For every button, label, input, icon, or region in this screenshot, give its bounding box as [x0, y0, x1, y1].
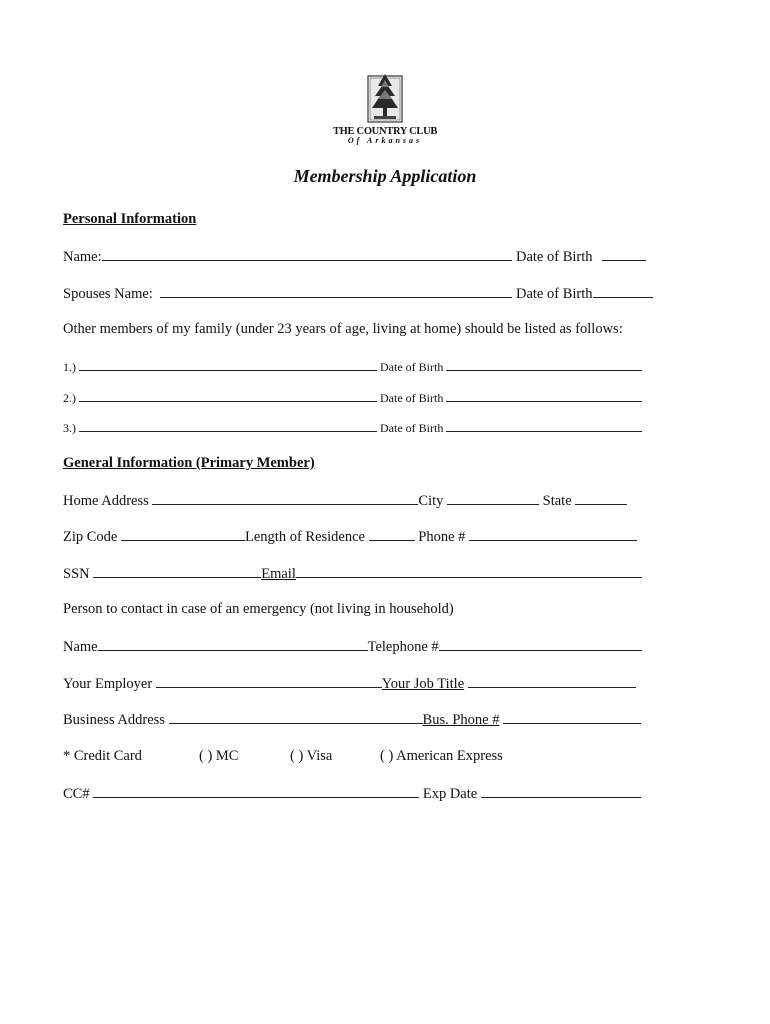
home-address-field[interactable] [152, 492, 418, 505]
personal-info-heading: Personal Information [63, 211, 197, 227]
business-address-row [63, 711, 641, 729]
zip-label: Zip Code [63, 529, 118, 545]
family-row-1-dob-field[interactable] [446, 360, 642, 371]
family-row-2-dob-field[interactable] [446, 391, 642, 402]
logo-name: THE COUNTRY CLUB [332, 126, 438, 137]
business-address-field[interactable] [169, 711, 423, 724]
spouse-row [63, 285, 512, 303]
contact-name-field[interactable] [98, 638, 368, 651]
family-row-2-dob-label: Date of Birth [380, 391, 444, 405]
family-row-3 [63, 421, 642, 436]
dob-label: Date of Birth [516, 249, 593, 265]
bus-phone-label: Bus. Phone # [422, 712, 500, 728]
card-option-mc[interactable]: ( ) MC [199, 748, 239, 764]
phone-field[interactable] [469, 528, 637, 541]
home-address-label: Home Address [63, 493, 149, 509]
telephone-field[interactable] [439, 638, 642, 651]
city-field[interactable] [447, 492, 539, 505]
business-address-label: Business Address [63, 712, 165, 728]
exp-date-field[interactable] [481, 785, 641, 798]
email-label: Email [261, 566, 296, 582]
emergency-instruction: Person to contact in case of an emergency (not living in household) [63, 601, 454, 617]
employer-label: Your Employer [63, 676, 153, 692]
residence-label: Length of Residence [245, 529, 365, 545]
employer-field[interactable] [156, 675, 382, 688]
state-field[interactable] [575, 492, 627, 505]
state-label: State [542, 493, 572, 509]
contact-name-label: Name [63, 639, 98, 655]
spouse-dob-field[interactable] [593, 285, 653, 298]
phone-label: Phone # [418, 529, 466, 545]
family-row-1-dob-label: Date of Birth [380, 360, 444, 374]
spouse-label: Spouses Name: [63, 286, 153, 302]
family-row-3-dob-label: Date of Birth [380, 421, 444, 435]
club-logo-text [318, 126, 452, 145]
card-option-visa[interactable]: ( ) Visa [290, 748, 333, 764]
family-instruction: Other members of my family (under 23 years of age, living at home) should be listed as follows: [63, 321, 623, 337]
family-row-2-name-field[interactable] [79, 391, 377, 402]
job-title-field[interactable] [468, 675, 636, 688]
family-row-1-label: 1.) [63, 360, 76, 374]
residence-field[interactable] [369, 528, 415, 541]
spouse-name-field[interactable] [160, 285, 512, 298]
family-row-2-label: 2.) [63, 391, 76, 405]
card-option-amex[interactable]: ( ) American Express [380, 748, 503, 764]
cc-label: CC# [63, 786, 90, 802]
zip-row [63, 528, 637, 546]
family-row-3-dob-field[interactable] [446, 421, 642, 432]
family-row-3-label: 3.) [63, 421, 76, 435]
spouse-dob-row [516, 285, 653, 303]
bus-phone-field[interactable] [503, 711, 641, 724]
dob-field[interactable] [602, 248, 646, 261]
general-info-heading: General Information (Primary Member) [63, 455, 315, 471]
employer-row [63, 675, 636, 693]
family-row-1 [63, 360, 642, 375]
cc-field[interactable] [93, 785, 419, 798]
home-address-row [63, 492, 627, 510]
ssn-row [63, 565, 642, 583]
name-label: Name: [63, 249, 102, 265]
zip-field[interactable] [121, 528, 245, 541]
cc-row [63, 785, 641, 803]
spouse-dob-label: Date of Birth [516, 286, 593, 302]
telephone-label: Telephone # [367, 639, 439, 655]
credit-card-label: * Credit Card [63, 748, 142, 764]
ssn-field[interactable] [93, 565, 261, 578]
family-row-1-name-field[interactable] [79, 360, 377, 371]
emergency-contact-row [63, 638, 642, 656]
exp-label: Exp Date [422, 786, 478, 802]
family-row-3-name-field[interactable] [79, 421, 377, 432]
dob-row [516, 248, 646, 266]
name-field[interactable] [102, 248, 512, 261]
club-logo-tree [364, 72, 406, 134]
form-title: Membership Application [293, 166, 477, 186]
logo-sub: Of Arkansas [347, 136, 423, 145]
city-label: City [418, 493, 444, 509]
name-row [63, 248, 512, 266]
ssn-label: SSN [63, 566, 90, 582]
job-title-label: Your Job Title [381, 676, 465, 692]
email-field[interactable] [296, 565, 642, 578]
family-row-2 [63, 391, 642, 406]
